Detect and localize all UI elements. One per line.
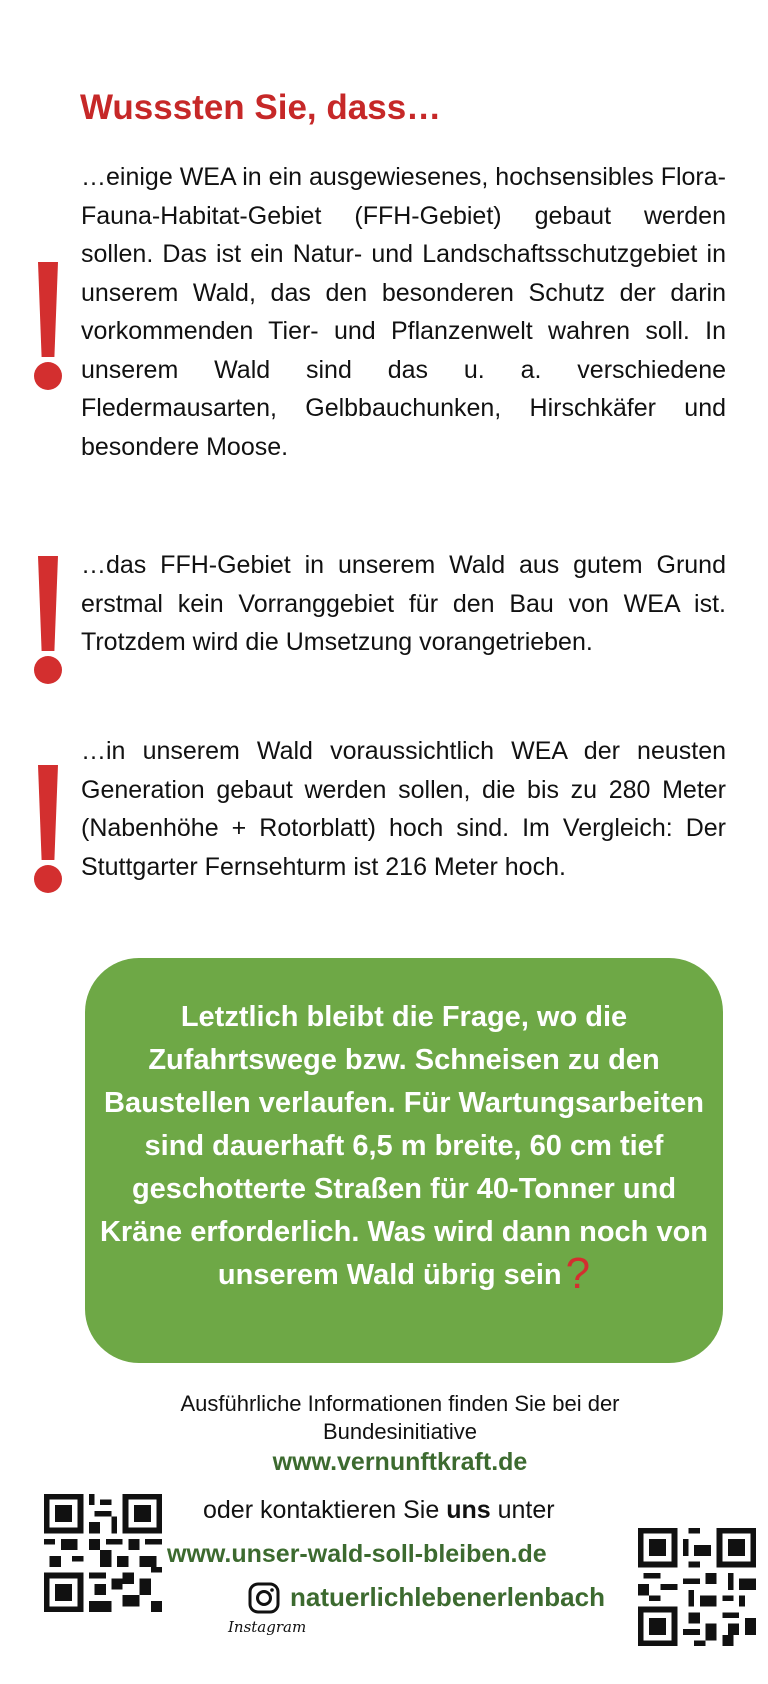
callout-box bbox=[85, 958, 723, 1363]
instagram-wordmark: Instagram bbox=[228, 1618, 307, 1636]
contact-line: oder kontaktieren Sie uns unter bbox=[203, 1496, 555, 1524]
unser-wald-link[interactable]: www.unser-wald-soll-bleiben.de bbox=[167, 1540, 547, 1568]
paragraph-priority-area: …das FFH-Gebiet in unserem Wald aus gutem Grund erstmal kein Vorranggebiet für den Bau von WEA ist. Trotzdem wird die Umsetzung vorangetrieben. bbox=[81, 551, 726, 656]
callout-text bbox=[99, 996, 709, 1297]
info-line: Ausführliche Informationen finden Sie bei der Bundesinitiative bbox=[180, 1391, 620, 1444]
qr-code-icon[interactable] bbox=[44, 1494, 162, 1612]
qr-code-icon[interactable] bbox=[638, 1528, 756, 1646]
instagram-icon bbox=[248, 1582, 280, 1614]
instagram-handle[interactable]: natuerlichlebenerlenbach bbox=[290, 1582, 605, 1612]
paragraph-turbine-height: …in unserem Wald voraussichtlich WEA der neusten Generation gebaut werden sollen, die bis zu 280 Meter (Nabenhöhe + Rotorblatt) hoch sind. Im Vergleich: Der Stuttgarter Fernsehturm ist 216 Meter hoch. bbox=[81, 737, 726, 881]
vernunftkraft-link[interactable]: www.vernunftkraft.de bbox=[272, 1448, 528, 1476]
page-title: Wusssten Sie, dass… bbox=[80, 88, 442, 127]
question-mark-icon: ? bbox=[565, 1249, 591, 1298]
paragraph-ffh-area: …einige WEA in ein ausgewiesenes, hochsensibles Flora-Fauna-Habitat-Gebiet (FFH-Gebiet) gebaut werden sollen. Das ist ein Natur- und Landschaftsschutzgebiet in unserem Wald, das den besonderen Schutz der darin vorkommenden Tier- und Pflanzenwelt wahren soll. In unserem Wald sind das u. a. verschiedene Fledermausarten, Gelbbauchunken, Hirschkäfer und besondere Moose. bbox=[81, 163, 726, 461]
callout-question: Letztlich bleibt die Frage, wo die Zufahrtswege bzw. Schneisen zu den Baustellen verlaufen. Für Wartungsarbeiten sind dauerhaft 6,5 m breite, 60 cm tief geschotterte Straßen für 40-Tonner und Kräne erforderlich. Was wird dann noch von unserem Wald übrig sein bbox=[99, 1001, 709, 1291]
